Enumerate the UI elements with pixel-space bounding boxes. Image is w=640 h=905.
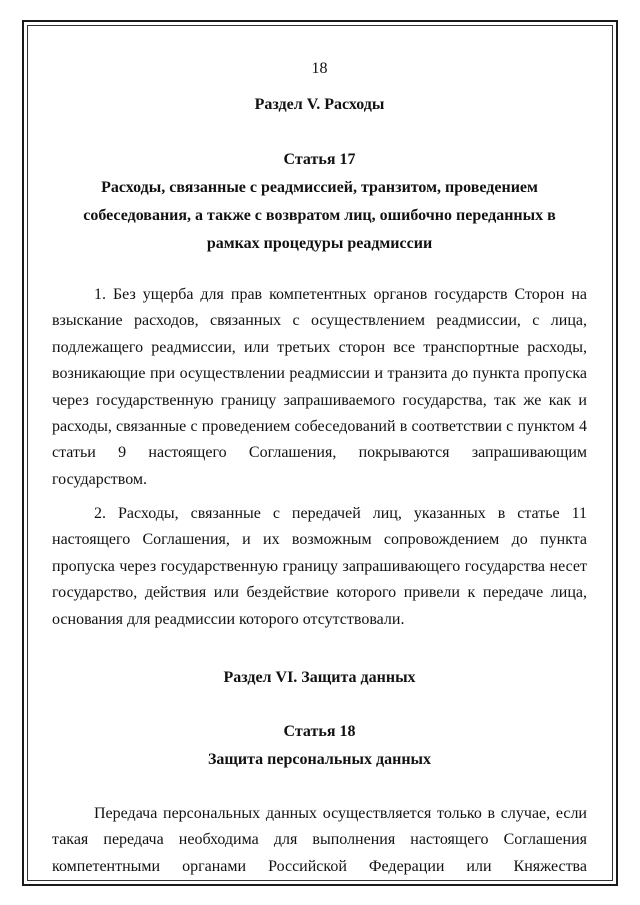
page-number: 18: [311, 60, 328, 77]
article-17-heading: [52, 146, 587, 258]
article-17-paragraph-1: 1. Без ущерба для прав компетентных органов государств Сторон на взыскание расходов, связанных с осуществлением реадмиссии, с лица, подлежащего реадмиссии, или третьих сторон все транспортные расходы, возникающие при осуществлении реадмиссии и транзита до пункта пропуска через государственную границу запрашиваемого государства, так же как и расходы, связанные с проведением собеседований в соответствии с пунктом 4 статьи 9 настоящего Соглашения, покрываются запрашивающим государством.: [52, 286, 587, 488]
article-title-line: собеседования, а также с возвратом лиц, ошибочно переданных в: [83, 207, 556, 224]
section-heading-v: Раздел V. Расходы: [254, 96, 385, 113]
article-17-paragraph-2: 2. Расходы, связанные с передачей лиц, указанных в статье 11 настоящего Соглашения, и их возможным сопровождением до пункта пропуска через государственную границу запрашивающего государства несет государство, действия или бездействие которого привели к передаче лица, основания для реадмиссии которого отсутствовали.: [52, 505, 587, 628]
section-heading-vi: Раздел VI. Защита данных: [223, 669, 416, 686]
article-title: Защита персональных данных: [207, 751, 432, 768]
article-title-line: Расходы, связанные с реадмиссией, транзитом, проведением: [101, 179, 538, 196]
article-18-paragraph-1: Передача персональных данных осуществляется только в случае, если такая передача необходима для выполнения настоящего Соглашения компетентными органами Российской Федерации или Княжества: [52, 805, 587, 875]
article-18-heading: [52, 718, 587, 774]
article-number: Статья 17: [283, 151, 356, 168]
article-number: Статья 18: [283, 723, 356, 740]
article-title-line: рамках процедуры реадмиссии: [206, 235, 433, 252]
